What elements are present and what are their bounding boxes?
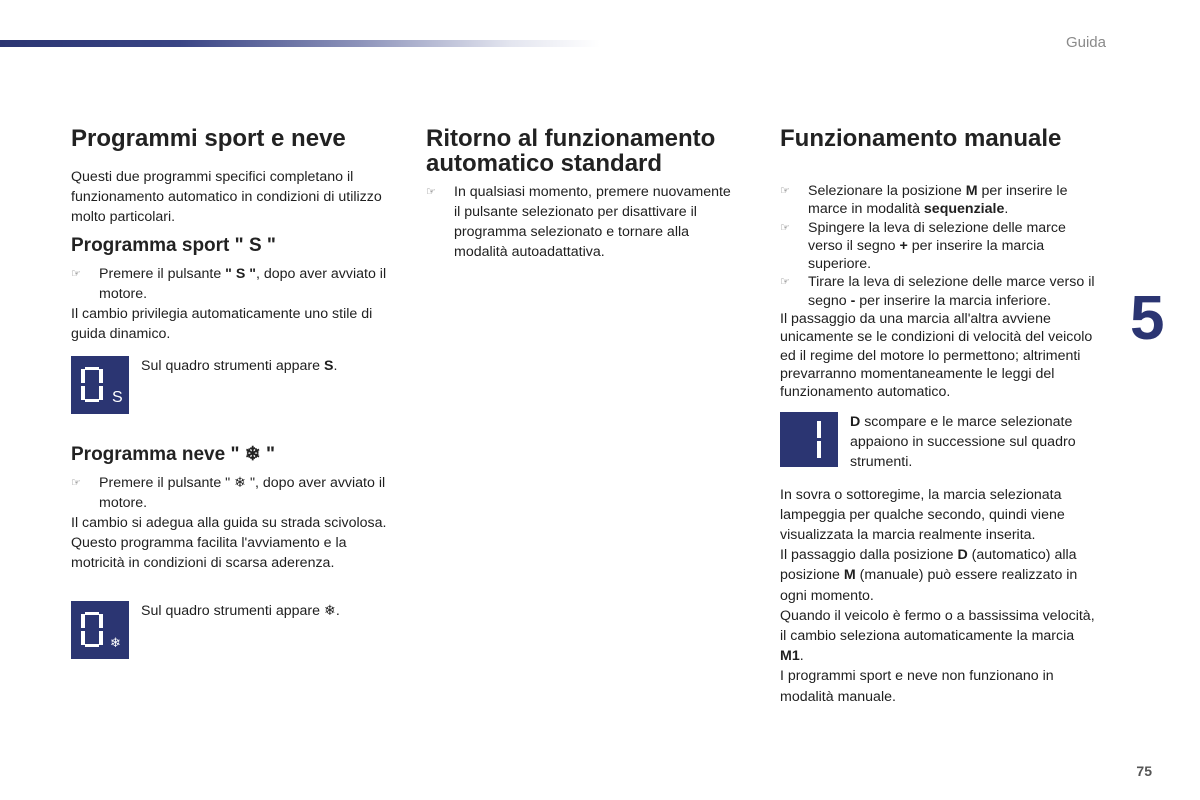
display-suffix: S <box>112 389 123 406</box>
bullet-text: In qualsiasi momento, premere nuovamente il pulsante selezionato per disattivare il programma selezionato e tornare alla modalità autoadattativa. <box>454 184 731 260</box>
snow-display-icon <box>71 601 129 659</box>
paragraph-text: . <box>799 648 804 665</box>
list-item <box>780 219 1100 274</box>
bullet-text: . <box>1004 201 1009 218</box>
column-sport-snow <box>71 126 389 659</box>
bullet-text: Spingere la leva di selezione delle marce verso il segno <box>808 219 1066 254</box>
hand-pointer-icon: ☞ <box>426 186 436 198</box>
snow-text: Il cambio si adegua alla guida su strada scivolosa. <box>71 515 387 531</box>
manual-text <box>780 545 1100 606</box>
manual-text <box>780 606 1100 667</box>
bullet-text: per inserire la marcia inferiore. <box>855 292 1051 309</box>
intro-text: Questi due programmi specifici completano il funzionamento automatico in condizioni di utilizzo molto particolari. <box>71 169 382 225</box>
sport-display-icon <box>71 356 129 414</box>
bullet-text: Tirare la leva di selezione delle marce verso il segno <box>808 274 1095 309</box>
section-title: Ritorno al funzionamento automatico standard <box>426 125 716 177</box>
caption-text: . <box>333 358 338 374</box>
snowflake-icon: ❄ <box>110 636 121 651</box>
list-item <box>71 473 389 513</box>
list-item <box>780 273 1100 310</box>
page-number: 75 <box>1136 763 1152 779</box>
caption-text: scompare e le marce selezionate appaiono in successione sul quadro strumenti. <box>850 413 1076 470</box>
section-label: Guida <box>1065 34 1106 51</box>
section-title: Programmi sport e neve <box>71 125 346 152</box>
sport-text: Il cambio privilegia automaticamente uno stile di guida dinamico. <box>71 306 373 342</box>
bullet-bold: sequenziale <box>923 201 1005 218</box>
manual-text: In sovra o sottoregime, la marcia selezionata lampeggia per qualche secondo, quindi viene visualizzata la marcia realmente inserita. <box>780 486 1065 543</box>
sport-caption <box>141 356 337 376</box>
bullet-text: Premere il pulsante <box>99 266 226 282</box>
paragraph-bold: M <box>843 567 856 584</box>
manual-display-icon <box>780 412 838 467</box>
paragraph-text: (automatico) alla posizione <box>780 547 1077 584</box>
caption-text: Sul quadro strumenti appare <box>141 358 324 374</box>
caption-bold: D <box>850 413 861 430</box>
paragraph-text: Il passaggio dalla posizione <box>780 547 958 564</box>
snow-text: Questo programma facilita l'avviamento e la motricità in condizioni di scarsa aderenza. <box>71 535 347 571</box>
display-d-snow-graphic <box>71 601 129 659</box>
bullet-text: per inserire la marcia superiore. <box>808 237 1045 273</box>
manual-caption <box>850 412 1100 472</box>
hand-pointer-icon: ☞ <box>71 477 81 489</box>
hand-pointer-icon: ☞ <box>780 221 790 234</box>
sport-display-row <box>71 356 389 414</box>
list-item <box>71 264 389 304</box>
bullet-text: Selezionare la posizione <box>808 183 966 199</box>
snow-display-row <box>71 601 389 659</box>
bullet-bold: - <box>850 292 856 309</box>
display-gear-1-graphic <box>780 412 838 467</box>
manual-display-row <box>780 412 1100 472</box>
paragraph-bold: M1 <box>780 648 800 665</box>
column-manual <box>780 126 1100 707</box>
display-d-s-graphic <box>71 356 129 414</box>
list-item <box>780 182 1100 219</box>
column-return-automatic <box>426 126 736 262</box>
hand-pointer-icon: ☞ <box>780 185 790 197</box>
snow-heading: Programma neve " ❄ " <box>71 444 275 465</box>
bullet-bold: " S " <box>225 266 256 282</box>
bullet-text: Premere il pulsante " ❄ ", dopo aver avviato il motore. <box>99 475 386 511</box>
bullet-bold: + <box>899 237 908 254</box>
header-gradient-bar <box>0 40 600 47</box>
paragraph-text: Quando il veicolo è fermo o a bassissima velocità, il cambio seleziona automaticamente la marcia <box>780 607 1095 644</box>
hand-pointer-icon: ☞ <box>71 268 81 280</box>
paragraph-text: (manuale) può essere realizzato in ogni momento. <box>780 567 1078 604</box>
bullet-text: per inserire le marce in modalità <box>808 183 1068 218</box>
caption-bold: S <box>323 358 334 374</box>
manual-text: I programmi sport e neve non funzionano in modalità manuale. <box>780 668 1054 705</box>
bullet-bold: M <box>965 183 978 199</box>
sport-heading: Programma sport " S " <box>71 235 276 256</box>
list-item <box>426 182 736 262</box>
snow-caption: Sul quadro strumenti appare ❄. <box>141 603 340 619</box>
section-title: Funzionamento manuale <box>780 125 1062 152</box>
manual-text: Il passaggio da una marcia all'altra avviene unicamente se le condizioni di velocità del veicolo ed il regime del motore lo permettono; altrimenti prevarranno momentaneamente le leggi del funzionamento automatico. <box>780 311 1093 401</box>
paragraph-bold: D <box>957 547 968 564</box>
bullet-text: , dopo aver avviato il motore. <box>99 266 387 302</box>
chapter-number: 5 <box>1130 284 1165 353</box>
hand-pointer-icon: ☞ <box>780 276 790 289</box>
